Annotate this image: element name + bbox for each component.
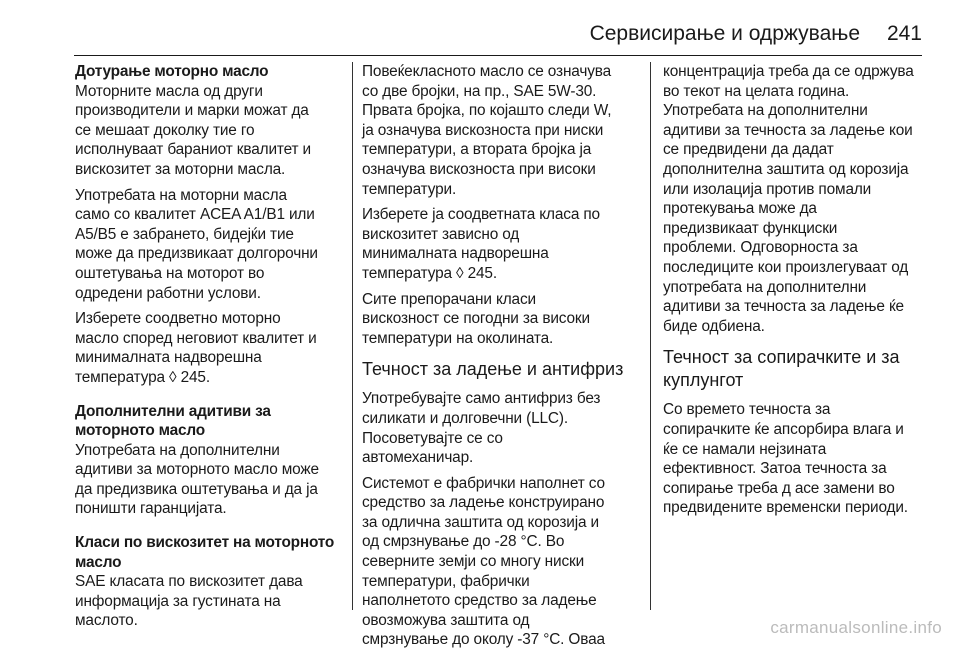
- text-line: средство за ладење конструирано: [362, 494, 605, 512]
- text-line: Системот е фабрички наполнет со: [362, 474, 605, 492]
- paragraph: [75, 441, 343, 519]
- paragraph: [75, 572, 343, 631]
- text-line: овозможува заштита од: [362, 611, 530, 629]
- text-line: масло: [75, 553, 122, 571]
- paragraph: [663, 400, 938, 518]
- text-line: употребата на дополнителни: [663, 278, 867, 296]
- text-line: предвидените временски периоди.: [663, 499, 908, 517]
- text-line: се предвидени да дадат: [663, 141, 834, 159]
- text-line: се мешаат доколку тие го: [75, 121, 255, 139]
- section-title-brake-fluid: [663, 346, 938, 392]
- subheading-topping-up-oil: Дотурање моторно масло: [75, 63, 269, 80]
- header-rule: [74, 55, 922, 56]
- text-line: Течност за сопирачките и за: [663, 347, 900, 368]
- text-line: поништи гаранцијата.: [75, 500, 227, 518]
- text-line: исполнуваат бараниот квалитет и: [75, 141, 311, 159]
- text-line: вискозитет за моторни масла.: [75, 160, 286, 178]
- text-line: одредени работни услови.: [75, 284, 261, 302]
- text-line: производители и марки можат да: [75, 102, 309, 120]
- text-line: температури.: [362, 180, 457, 198]
- text-line: последиците кои произлегуваат од: [663, 258, 909, 276]
- text-line: маслото.: [75, 612, 138, 630]
- section-title-coolant: Течност за ладење и антифриз: [362, 359, 624, 380]
- text-line: Класи по вискозитет на моторното: [75, 534, 335, 552]
- paragraph: [362, 62, 647, 199]
- text-line: адитиви за течноста за ладење кои: [663, 121, 913, 139]
- text-line: сопирачките ќе апсорбира влага и: [663, 420, 904, 438]
- text-line: да предизвика оштетувања и да ја: [75, 480, 318, 498]
- text-line: куплунгот: [663, 370, 744, 391]
- text-line: со две бројки, на пр., SAE 5W-30.: [362, 82, 597, 100]
- text-line: за одлична заштита од корозија и: [362, 513, 599, 531]
- text-line: смрзнување до околу -37 °C. Оваа: [362, 631, 605, 649]
- text-line: Употребата на дополнителни: [663, 102, 868, 120]
- paragraph: [362, 290, 647, 349]
- text-line: Изберете ја соодветната класа по: [362, 206, 600, 224]
- text-line: вискозитет зависно од: [362, 225, 520, 243]
- watermark: carmanualsonline.info: [770, 618, 942, 637]
- text-line: дополнителна заштита од корозија: [663, 160, 909, 178]
- subheading-oil-additives: [75, 402, 343, 441]
- text-line: во текот на целата година.: [663, 82, 850, 100]
- text-line: SAE класата по вискозитет дава: [75, 573, 303, 591]
- text-line: минималната надворешна: [75, 349, 262, 367]
- page-number: 241: [886, 22, 922, 45]
- paragraph: [75, 186, 343, 304]
- text-line: ефективност. Затоа течноста за: [663, 460, 887, 478]
- text-line: A5/B5 е забрането, бидејќи тие: [75, 225, 294, 243]
- column-divider: [650, 62, 651, 610]
- text-line: само со квалитет ACEA A1/B1 или: [75, 206, 315, 224]
- text-line: означува вискозноста при високи: [362, 160, 596, 178]
- text-line: автомеханичар.: [362, 449, 474, 467]
- text-line: Изберете соодветно моторно: [75, 310, 281, 328]
- text-line: Употребата на дополнителни: [75, 441, 280, 459]
- column-left: [75, 62, 343, 630]
- text-line-with-page-ref: температура ◊ 245.: [362, 264, 497, 282]
- text-line: оштетувања на моторот во: [75, 264, 265, 282]
- text-line: температури, а втората бројка ја: [362, 141, 592, 159]
- text-line: Дополнителни адитиви за: [75, 402, 271, 420]
- chapter-title: Сервисирање и одржување: [589, 22, 860, 45]
- text-line: наполнетото средство за ладење: [362, 592, 597, 610]
- text-line: масло според неговиот квалитет и: [75, 329, 317, 347]
- text-line: Посоветувајте се со: [362, 429, 503, 447]
- text-line: ја означува вискозноста при ниски: [362, 121, 604, 139]
- paragraph: [75, 309, 343, 387]
- text-line: сопирање треба д асе замени во: [663, 479, 895, 497]
- paragraph: [362, 389, 647, 467]
- text-line: моторното масло: [75, 422, 205, 440]
- text-line: вискозност се погодни за високи: [362, 310, 590, 328]
- text-line: Употребувајте само антифриз без: [362, 390, 601, 408]
- text-line: од смрзнување до -28 °C. Во: [362, 533, 565, 551]
- text-line: Со времето течноста за: [663, 401, 831, 419]
- paragraph: [75, 82, 343, 180]
- column-divider: [352, 62, 353, 610]
- text-line: предизвикаат функциски: [663, 219, 838, 237]
- text-line: или изолација против помали: [663, 180, 872, 198]
- paragraph: [663, 62, 938, 336]
- paragraph: [362, 474, 647, 650]
- text-line: минималната надворешна: [362, 245, 549, 263]
- text-line: Повеќекласното масло се означува: [362, 63, 612, 80]
- text-line: Моторните масла од други: [75, 82, 263, 100]
- page-header: [0, 0, 960, 54]
- text-line: Првата бројка, по којашто следи W,: [362, 102, 612, 120]
- subheading-viscosity-classes: [75, 533, 343, 572]
- text-line: биде одбиена.: [663, 317, 765, 335]
- text-line: ќе се намали нејзината: [663, 440, 827, 458]
- text-line: проблеми. Одговорноста за: [663, 239, 858, 257]
- text-line: може да предизвикаат долгорочни: [75, 245, 318, 263]
- paragraph: [362, 205, 647, 283]
- text-line-with-page-ref: температура ◊ 245.: [75, 368, 210, 386]
- text-line: Сите препорачани класи: [362, 290, 536, 308]
- text-line: Употребата на моторни масла: [75, 186, 287, 204]
- text-line: температури, фабрички: [362, 572, 530, 590]
- text-line: северните земји со многу ниски: [362, 553, 585, 571]
- text-line: адитиви за моторното масло може: [75, 461, 319, 479]
- column-right: [663, 62, 938, 612]
- text-line: концентрација треба да се одржува: [663, 63, 914, 80]
- text-line: температури на околината.: [362, 329, 554, 347]
- text-line: протекувања може да: [663, 200, 817, 218]
- text-line: информација за густината на: [75, 592, 281, 610]
- text-line: адитиви за течноста за ладење ќе: [663, 298, 904, 316]
- column-middle: [362, 62, 647, 649]
- text-line: силикати и долговечни (LLC).: [362, 409, 568, 427]
